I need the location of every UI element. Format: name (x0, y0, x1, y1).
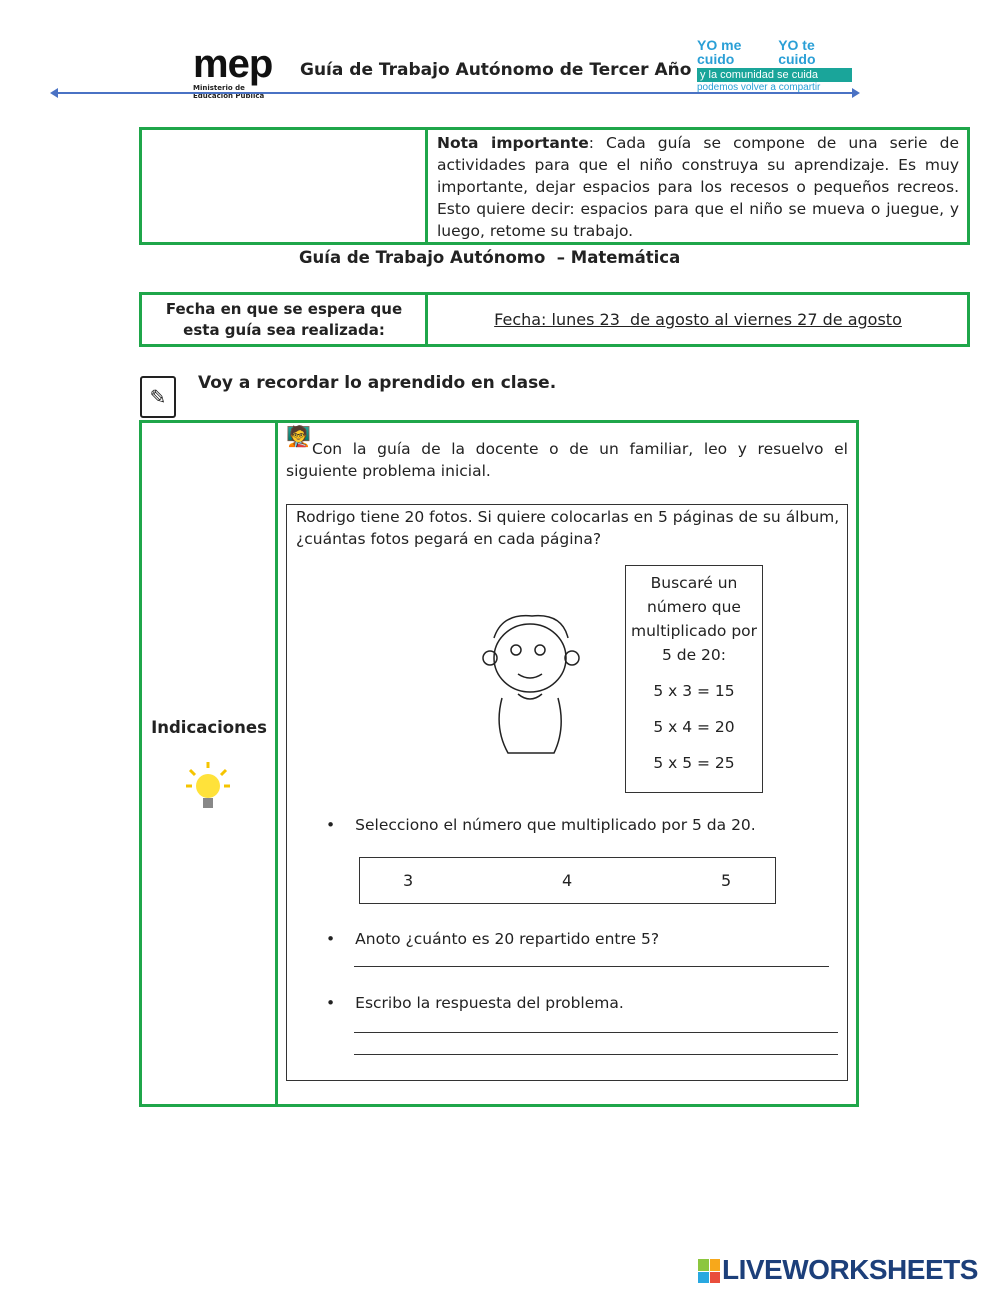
equation-1: 5 x 3 = 15 (653, 682, 735, 700)
header-rule (55, 92, 855, 94)
date-label: Fecha en que se espera que esta guía sea realizada: (165, 300, 403, 339)
note-text (437, 132, 959, 242)
logo-sub2: Educación Pública (193, 92, 265, 100)
thought-box (625, 565, 763, 793)
lightbulb-icon (186, 762, 230, 812)
answer-line-2[interactable] (354, 1032, 838, 1033)
indications-divider (275, 420, 278, 1107)
option-3[interactable]: 3 (403, 871, 414, 890)
section-heading: Voy a recordar lo aprendido en clase. (198, 373, 557, 393)
note-divider (425, 127, 428, 245)
campaign-te-cuido: YO te cuido (778, 37, 816, 67)
campaign-compartir: podemos volver a compartir (697, 82, 821, 93)
date-divider (425, 292, 428, 347)
arrow-right-icon (852, 88, 860, 98)
mep-logo-text: mep (193, 42, 273, 86)
date-value: Fecha: lunes 23 de agosto al viernes 27 de agosto (494, 310, 902, 329)
guide-title: Guía de Trabajo Autónomo – Matemática (299, 248, 681, 267)
options-box (359, 857, 776, 904)
intro-text: Con la guía de la docente o de un familiar, leo y resuelvo el siguiente problema inicial. (286, 440, 848, 480)
option-4[interactable]: 4 (562, 871, 573, 890)
bullet-2: • Anoto ¿cuánto es 20 repartido entre 5? (326, 930, 660, 948)
campaign-comunidad: y la comunidad se cuida (697, 68, 852, 82)
bullet-3-text: Escribo la respuesta del problema. (355, 994, 624, 1012)
problem-text: Rodrigo tiene 20 fotos. Si quiere colocarlas en 5 páginas de su álbum, ¿cuántas fotos pegará en cada página? (296, 508, 840, 548)
header-title: Guía de Trabajo Autónomo de Tercer Año (300, 60, 692, 80)
answer-line-3[interactable] (354, 1054, 838, 1055)
thought-text: Buscaré un número que multiplicado por 5 de 20: (630, 574, 758, 664)
campaign-logo (697, 38, 852, 93)
equation-2: 5 x 4 = 20 (653, 718, 735, 736)
bullet-1: • Selecciono el número que multiplicado por 5 da 20. (326, 816, 756, 834)
equation-3: 5 x 5 = 25 (653, 754, 735, 772)
logo-sub1: Ministerio de (193, 84, 245, 92)
computer-icon: ✎ (140, 376, 176, 418)
bullet-1-text: Selecciono el número que multiplicado por 5 da 20. (355, 816, 756, 834)
boy-illustration-icon (482, 608, 582, 762)
note-label: Nota importante (437, 134, 589, 152)
bullet-2-text: Anoto ¿cuánto es 20 repartido entre 5? (355, 930, 660, 948)
note-body: : Cada guía se compone de una serie de actividades para que el niño construya su aprendizaje. Es muy importante, dejar espacios para los recesos o pequeños recreos. Esto quiere decir: espacios para que el niño se mueva o juegue, y luego, retome su trabajo. (437, 134, 959, 240)
liveworksheets-brand: LIVEWORKSHEETS (722, 1254, 978, 1285)
indications-label: Indicaciones (151, 718, 267, 737)
live-logo-icon (698, 1259, 720, 1283)
teacher-icon: 🧑‍🏫 (286, 424, 311, 448)
option-5[interactable]: 5 (721, 871, 732, 890)
answer-line-1[interactable] (354, 966, 829, 967)
campaign-me-cuido: YO me cuido (697, 37, 742, 67)
bullet-3: • Escribo la respuesta del problema. (326, 994, 624, 1012)
arrow-left-icon (50, 88, 58, 98)
